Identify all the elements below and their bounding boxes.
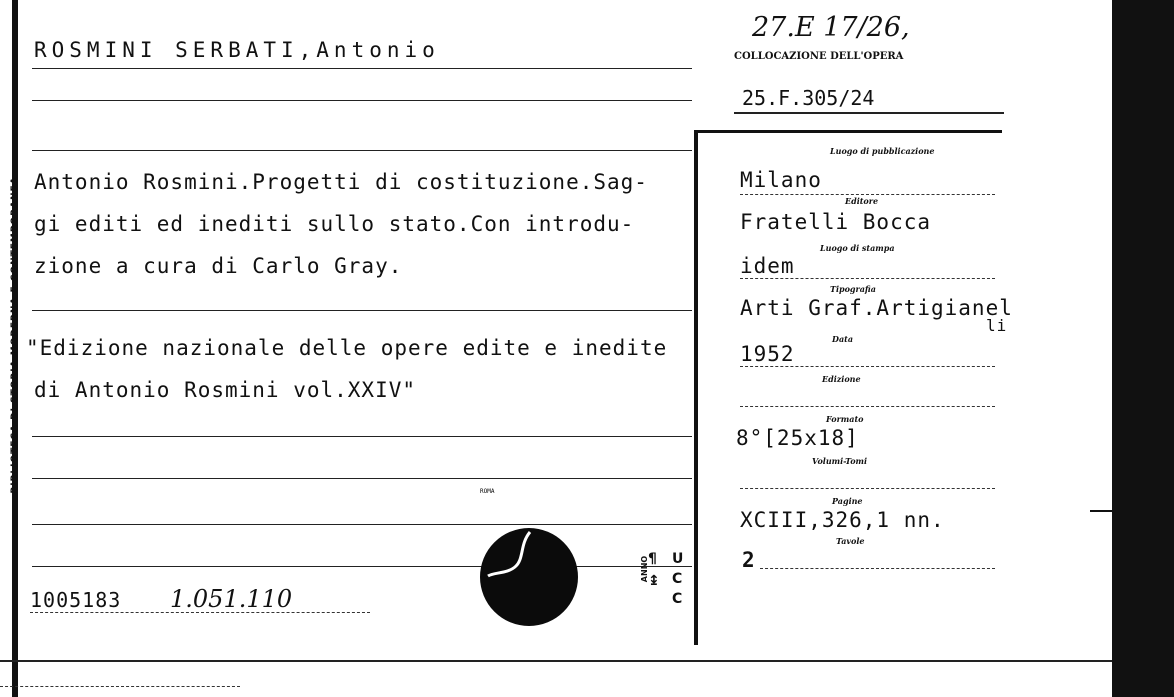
ruled-line [32,436,692,437]
small-stamp-marks: ANNO ¶ ↨ U C C [640,551,684,607]
volumes-rule [740,488,995,489]
date-value: 1952 [740,342,795,366]
series-line-1: "Edizione nazionale delle opere edite e inedite [26,336,668,360]
format-label: Formato [826,414,864,424]
print-place-rule [740,278,995,279]
bottom-edge-dash [0,686,240,687]
title-line-3: zione a cura di Carlo Gray. [34,254,403,278]
printer-suffix: li [986,316,1008,335]
seal-text: ROMA [480,488,495,495]
edition-label: Edizione [822,374,861,384]
plates-label: Tavole [836,536,865,546]
seal-mark-icon [480,528,578,626]
print-place-label: Luogo di stampa [820,243,895,253]
pages-value: XCIII,326,1 nn. [740,508,945,532]
record-underline [30,612,370,613]
pages-label: Pagine [832,496,863,506]
right-panel-top-border [694,130,1002,133]
right-panel-left-border [694,130,698,645]
ruled-line [32,310,692,311]
place-rule [740,194,995,195]
edition-rule [740,406,995,407]
printer-value: Arti Graf.Artigianel [740,296,1013,320]
side-stamp-text: BIBLIOTECA DI STORIA MODERNA E CONTEMPORANEA [10,176,20,494]
plates-value: 2 [742,548,756,572]
date-label: Data [832,334,853,344]
print-place-value: idem [740,254,795,278]
date-rule [740,366,995,367]
record-handwritten: 1.051.110 [170,585,293,613]
ruled-line [32,100,692,101]
ruled-line [32,478,692,479]
right-tick-mark [1090,510,1112,512]
publisher-value: Fratelli Bocca [740,210,932,234]
right-black-border [1112,0,1174,697]
location-underline [734,112,1004,114]
format-value: 8°[25x18] [736,426,859,450]
location-label: COLLOCAZIONE DELL'OPERA [734,51,904,62]
place-label: Luogo di pubblicazione [830,146,935,156]
publisher-label: Editore [845,196,879,206]
title-line-1: Antonio Rosmini.Progetti di costituzione.Sag- [34,170,648,194]
location-mark-2: 25.F.305/24 [742,86,875,110]
ruled-line [32,524,692,525]
library-seal [480,488,578,626]
author-heading: ROSMINI SERBATI,Antonio [34,38,440,62]
place-value: Milano [740,168,822,192]
location-mark: 27.E 17/26, [752,12,910,43]
bottom-edge-line [0,660,1112,662]
plates-rule [760,568,995,569]
series-line-2: di Antonio Rosmini vol.XXIV" [34,378,417,402]
ruled-line [32,566,692,567]
volumes-label: Volumi-Tomi [812,456,868,466]
title-line-2: gi editi ed inediti sullo stato.Con introdu- [34,212,635,236]
author-underline [32,68,692,69]
record-number: 1005183 [30,588,122,612]
ruled-line [32,150,692,151]
printer-label: Tipografia [830,284,876,294]
